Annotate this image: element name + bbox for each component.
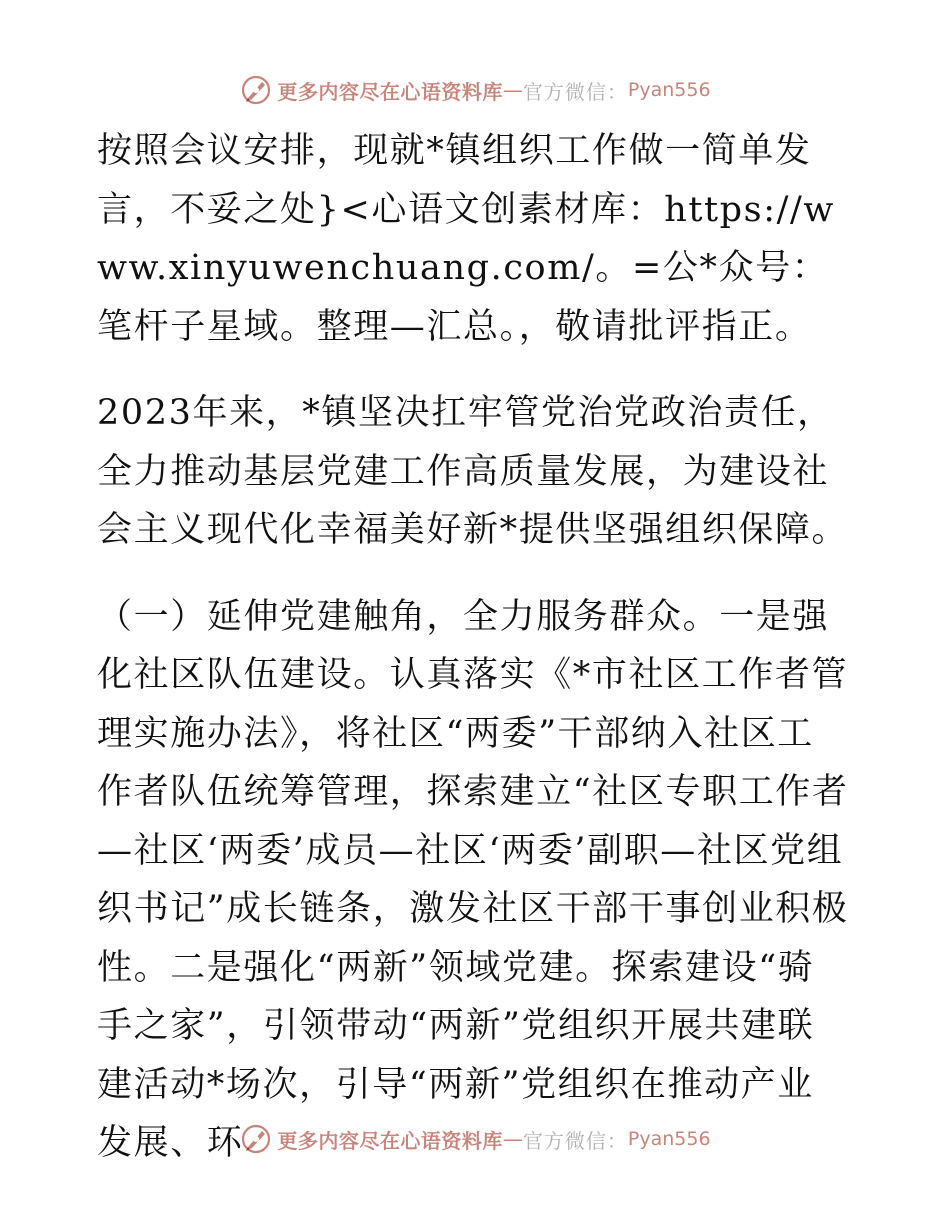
paragraph-overview: 2023年来，*镇坚决扛牢管党治党政治责任，全力推动基层党建工作高质量发展，为建设社会主义现代化幸福美好新*提供坚强组织保障。 bbox=[97, 393, 849, 550]
pen-logo-icon bbox=[239, 1122, 273, 1156]
pen-logo-icon bbox=[239, 73, 273, 107]
footer-watermark-banner bbox=[0, 1119, 950, 1159]
banner-dash: — bbox=[502, 78, 523, 102]
banner-main-text: 更多内容尽在心语资料库 bbox=[277, 79, 503, 104]
banner-main-text: 更多内容尽在心语资料库 bbox=[277, 1128, 503, 1153]
paragraph-opening: 按照会议安排，现就*镇组织工作做一简单发言，不妥之处}<心语文创素材库：https://www.xinyuwenchuang.com/。=公*众号：笔杆子星域。整理—汇总。，敬请批评指正。 bbox=[97, 131, 835, 347]
banner-wechat-id: Pyan556 bbox=[627, 1128, 711, 1150]
document-body bbox=[97, 122, 849, 1201]
banner-wechat-label: 官方微信： bbox=[522, 79, 628, 104]
header-watermark-banner bbox=[0, 70, 950, 110]
banner-wechat-label: 官方微信： bbox=[522, 1128, 628, 1153]
paragraph-section-one: （一）延伸党建触角，全力服务群众。一是强化社区队伍建设。认真落实《*市社区工作者管理实施办法》，将社区“两委”干部纳入社区工作者队伍统筹管理，探索建立“社区专职工作者—社区‘两委’成员—社区‘两委’副职—社区党组织书记”成长链条，激发社区干部干事创业积极性。二是强化“两新”领域党建。探索建设“骑手之家”，引领带动“两新”党组织开展共建联建活动*场次，引导“两新”党组织在推动产业发展、环 bbox=[97, 596, 849, 1163]
banner-dash: — bbox=[502, 1127, 523, 1151]
banner-wechat-id: Pyan556 bbox=[627, 79, 711, 101]
